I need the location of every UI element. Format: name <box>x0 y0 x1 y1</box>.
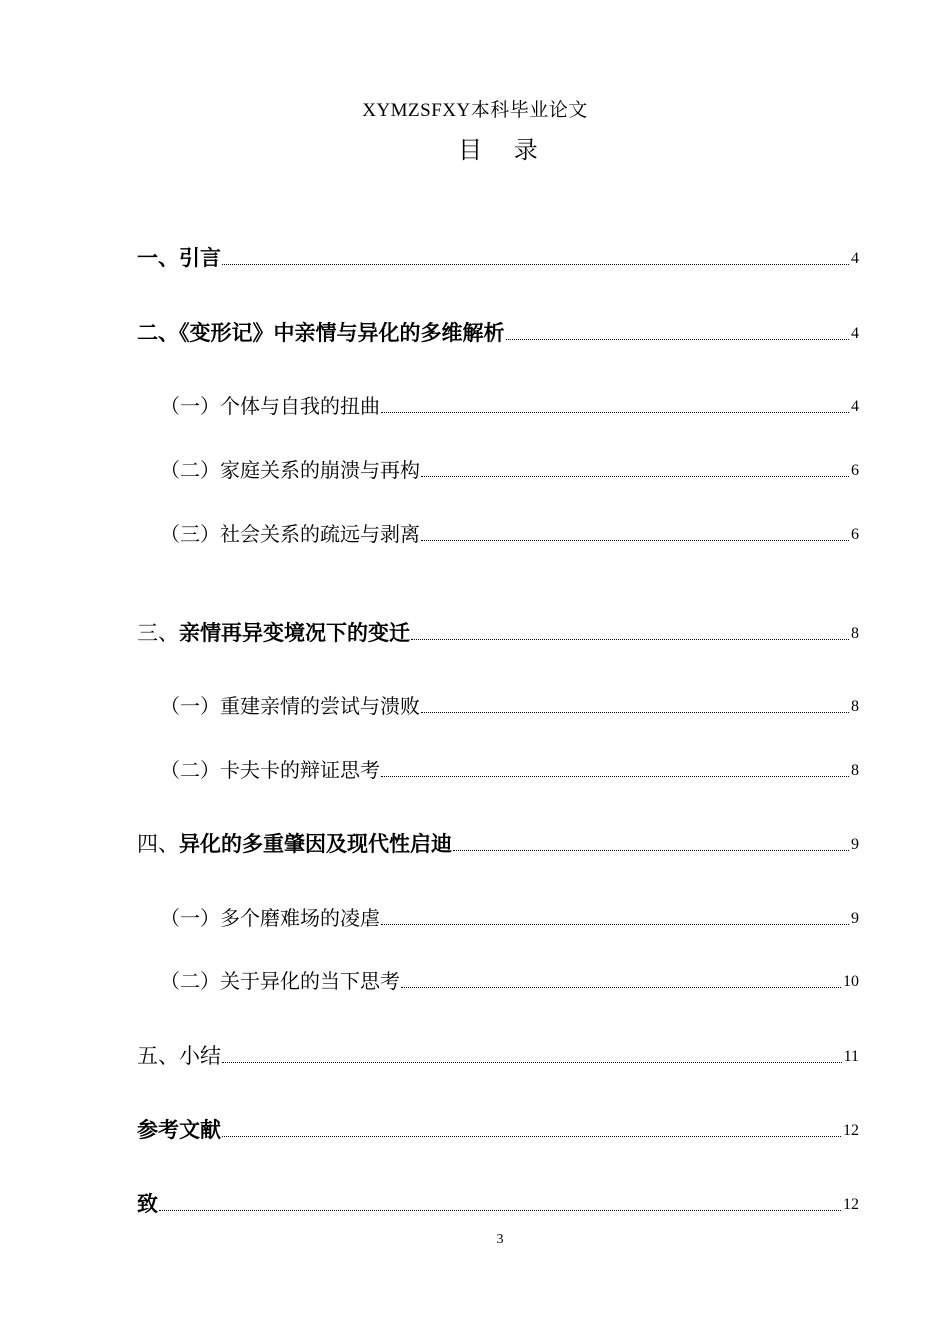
dot-leader <box>222 263 849 265</box>
toc-entry-3-1[interactable] <box>160 688 859 720</box>
toc-entry-page: 9 <box>851 910 859 927</box>
dot-leader <box>453 849 849 851</box>
toc-entry-label: （一）重建亲情的尝试与溃败 <box>160 694 420 718</box>
toc-entry-label: 五、小结 <box>137 1044 221 1068</box>
toc-entry-page: 10 <box>843 973 859 990</box>
toc-entry-label: 参考文献 <box>137 1118 221 1142</box>
toc-entry-page: 6 <box>851 462 859 479</box>
toc-entry-label: （一）个体与自我的扭曲 <box>160 394 380 418</box>
toc-entry-5[interactable] <box>137 1038 859 1070</box>
toc-entry-number: 四、 <box>137 832 179 856</box>
toc-entry-2-1[interactable] <box>160 388 859 420</box>
toc-entry-page: 4 <box>851 325 859 342</box>
dot-leader <box>506 338 850 340</box>
toc-entry-page: 6 <box>851 526 859 543</box>
toc-entry-2-2[interactable] <box>160 452 859 484</box>
toc-entry-label: 一、引言 <box>137 246 221 270</box>
toc-entry-page: 8 <box>851 762 859 779</box>
header-latin: XYMZSFXY <box>362 100 471 121</box>
toc-entry-1[interactable] <box>137 240 859 272</box>
toc-entry-label: （一）多个磨难场的凌虐 <box>160 906 380 930</box>
toc-entry-page: 4 <box>851 398 859 415</box>
toc-entry-page: 8 <box>851 625 859 642</box>
dot-leader <box>222 1061 842 1063</box>
toc-entry-title: 异化的多重肇因及现代性启迪 <box>179 832 452 856</box>
toc-entry-label <box>137 830 452 858</box>
toc-entry-page: 4 <box>851 250 859 267</box>
toc-entry-page: 9 <box>851 836 859 853</box>
dot-leader <box>421 539 849 541</box>
dot-leader <box>421 711 849 713</box>
toc-entry-label: （二）关于异化的当下思考 <box>160 969 400 993</box>
dot-leader <box>381 411 849 413</box>
toc-entry-references[interactable] <box>137 1112 859 1144</box>
toc-entry-label: 二、《变形记》中亲情与异化的多维解析 <box>137 321 505 345</box>
toc-entry-4-1[interactable] <box>160 900 859 932</box>
dot-leader <box>222 1135 841 1137</box>
page-number: 3 <box>496 1232 504 1247</box>
dot-leader <box>411 638 849 640</box>
header-cjk: 本科毕业论文 <box>470 99 588 121</box>
toc-entry-page: 12 <box>843 1122 859 1139</box>
toc-entry-acknowledgements[interactable] <box>137 1186 859 1218</box>
running-header <box>0 95 950 122</box>
toc-entry-3-2[interactable] <box>160 752 859 784</box>
toc-entry-label: 致 <box>137 1192 158 1216</box>
toc-title: 目 录 <box>458 136 550 164</box>
toc-entry-number: 三、 <box>137 621 179 645</box>
toc-entry-page: 12 <box>843 1196 859 1213</box>
dot-leader <box>381 923 849 925</box>
toc-entry-label: （三）社会关系的疏远与剥离 <box>160 522 420 546</box>
toc-entry-page: 8 <box>851 698 859 715</box>
dot-leader <box>159 1209 841 1211</box>
toc-entry-3[interactable] <box>137 615 859 647</box>
toc-entry-page: 11 <box>843 1048 859 1065</box>
dot-leader <box>421 475 849 477</box>
toc-entry-label: （二）家庭关系的崩溃与再构 <box>160 458 420 482</box>
toc-entry-label <box>137 619 410 647</box>
toc-entry-4-2[interactable] <box>160 963 859 995</box>
toc-entry-2[interactable] <box>137 315 859 347</box>
toc-entry-4[interactable] <box>137 826 859 858</box>
dot-leader <box>381 775 849 777</box>
toc-entry-label: （二）卡夫卡的辩证思考 <box>160 758 380 782</box>
toc-entry-2-3[interactable] <box>160 516 859 548</box>
dot-leader <box>401 986 841 988</box>
toc-entry-title: 亲情再异变境况下的变迁 <box>179 621 410 645</box>
